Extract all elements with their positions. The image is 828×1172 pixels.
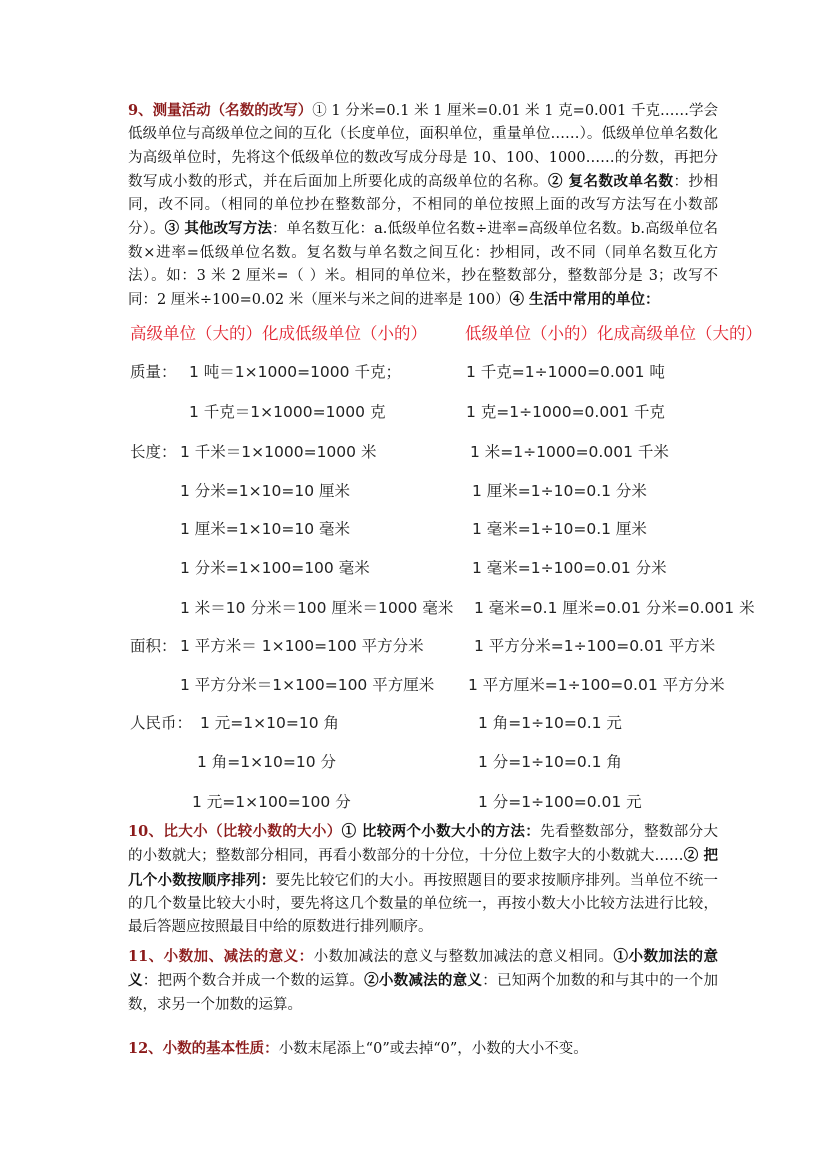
right-row-9: 1 平方厘米=1÷100=0.01 平方分米 — [468, 676, 725, 694]
right-column-header: 低级单位（小的）化成高级单位（大的） — [465, 324, 762, 343]
category-length: 长度： — [130, 443, 177, 461]
section-11-heading: 11、小数加、减法的意义： — [128, 948, 314, 965]
category-mass: 质量： — [130, 363, 177, 381]
section-10-heading: 10、比大小（比较小数的大小） — [128, 823, 342, 840]
section-10-sub2-label: ② 把几个小数按顺序排列： — [128, 847, 718, 889]
category-money: 人民币： — [130, 714, 193, 732]
left-row-10: 1 元=1×10=10 角 — [200, 714, 339, 732]
right-row-4: 1 厘米=1÷10=0.1 分米 — [472, 482, 647, 500]
section-12-heading: 12、小数的基本性质： — [128, 1040, 279, 1057]
section-10-sub2-text: 要先比较它们的大小。再按照题目的要求按顺序排列。当单位不统一的几个数量比较大小时，要先将这几个数量的单位统一，再按小数大小比较方法进行比较，最后答题应按照最目中给的原数进行排列顺序。 — [128, 872, 719, 936]
right-row-1: 1 千克=1÷1000=0.001 吨 — [466, 363, 665, 381]
section-11-sub2-label: ②小数减法的意义 — [364, 972, 483, 990]
left-row-11: 1 角=1×10=10 分 — [197, 753, 336, 771]
section-9-sub3-label: ③ 其他改写方法 — [164, 220, 272, 238]
right-row-8: 1 平方分米=1÷100=0.01 平方米 — [474, 637, 716, 655]
left-row-1: 1 吨＝1×1000=1000 千克； — [189, 363, 401, 381]
right-row-7: 1 毫米=0.1 厘米=0.01 分米=0.001 米 — [474, 599, 755, 617]
section-12-text: 小数末尾添上“0”或去掉“0”，小数的大小不变。 — [278, 1041, 588, 1057]
right-row-11: 1 分=1÷10=0.1 角 — [478, 753, 622, 771]
left-row-9: 1 平方分米＝1×100=100 平方厘米 — [180, 676, 435, 694]
right-row-6: 1 毫米=1÷100=0.01 分米 — [472, 559, 667, 577]
right-row-2: 1 克=1÷1000=0.001 千克 — [466, 403, 665, 421]
left-row-3: 1 千米＝1×1000=1000 米 — [180, 443, 377, 461]
left-column-header: 高级单位（大的）化成低级单位（小的） — [130, 324, 427, 343]
left-row-2: 1 千克＝1×1000=1000 克 — [189, 403, 386, 421]
section-12 — [128, 1037, 718, 1061]
left-row-8: 1 平方米＝ 1×100=100 平方分米 — [180, 637, 424, 655]
category-area: 面积： — [130, 637, 177, 655]
left-row-4: 1 分米=1×10=10 厘米 — [180, 482, 350, 500]
section-11-sub1-text: ：把两个数合并成一个数的运算。 — [142, 973, 365, 990]
section-9-sub2-text: ：抄相同，改不同。（相同的单位抄在整数部分，不相同的单位按照上面的改写方法写在小数部分）。 — [128, 173, 718, 238]
left-row-6: 1 分米=1×100=100 毫米 — [180, 559, 370, 577]
section-9-heading: 9、测量活动（名数的改写） — [128, 102, 313, 119]
section-9-sub4-label: ④ 生活中常用的单位： — [509, 291, 660, 309]
section-10-sub1-text: 先看整数部分，整数部分大的小数就大；整数部分相同，再看小数部分的十分位，十分位上数字大的小数就大…… — [128, 824, 718, 865]
section-10-sub1-label: ① 比较两个小数大小的方法： — [341, 823, 541, 840]
right-row-5: 1 毫米=1÷10=0.1 厘米 — [472, 520, 647, 538]
right-row-12: 1 分=1÷100=0.01 元 — [478, 793, 642, 811]
section-11-text: 小数加减法的意义与整数加减法的意义相同。 — [313, 949, 614, 965]
right-row-10: 1 角=1÷10=0.1 元 — [478, 714, 622, 732]
section-9 — [128, 99, 718, 313]
section-9-sub3-text: ：单名数互化：a.低级单位名数÷进率=高级单位名数。b.高级单位名数×进率=低级单位名数。复名数与单名数之间互化：抄相同，改不同（同单名数互化方法）。如：3 米 2 厘米=（ ）米。相同的单位米，抄在整数部分，整数部分是 3；改写不同：2 厘米÷100=0.02 米（厘米与米之间的进率是 100） — [128, 221, 718, 309]
section-11 — [128, 945, 718, 1017]
section-9-sub2-label: ② 复名数改单名数 — [547, 172, 674, 190]
left-row-12: 1 元=1×100=100 分 — [192, 793, 351, 811]
section-10 — [128, 820, 718, 939]
section-11-sub1-label: ①小数加法的意义 — [128, 948, 719, 990]
section-9-intro: ① 1 分米=0.1 米 1 厘米=0.01 米 1 克=0.001 千克……学会低级单位与高级单位之间的互化（长度单位，面积单位，重量单位……）。低级单位单名数化为高级单位时，先将这个低级单位的数改写成分母是 10、100、1000……的分数，再把分数写成小数的形式，并在后面加上所要化成的高级单位的名称。 — [128, 103, 718, 190]
left-row-7: 1 米＝10 分米＝100 厘米＝1000 毫米 — [180, 599, 454, 617]
left-row-5: 1 厘米=1×10=10 毫米 — [180, 520, 350, 538]
section-11-sub2-text: ：已知两个加数的和与其中的一个加数，求另一个加数的运算。 — [128, 973, 719, 1013]
right-row-3: 1 米=1÷1000=0.001 千米 — [470, 443, 669, 461]
